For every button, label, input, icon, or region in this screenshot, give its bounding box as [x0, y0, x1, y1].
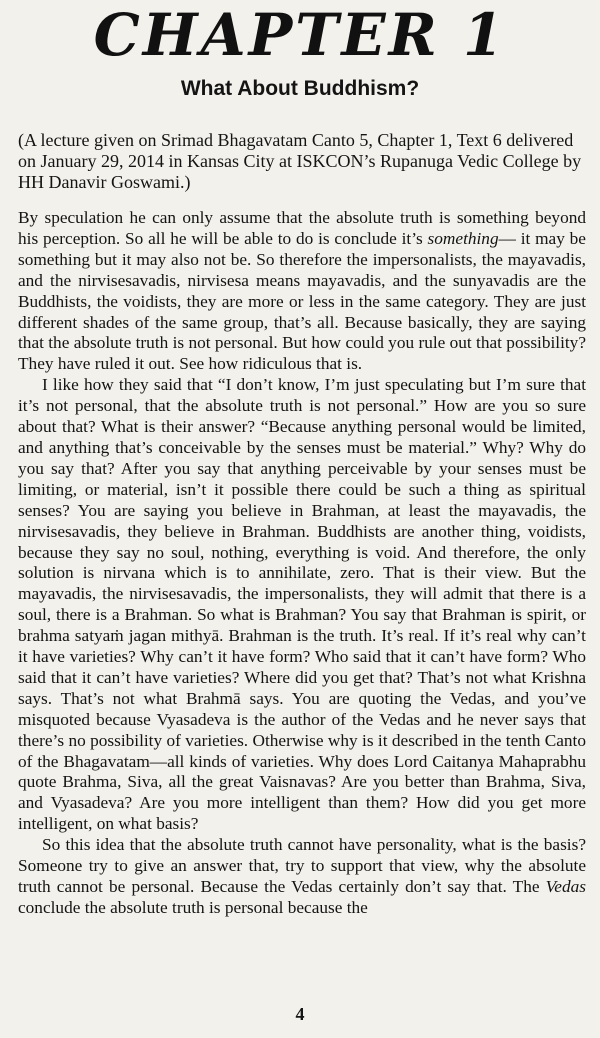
paragraph-1 — [18, 208, 586, 375]
chapter-heading: CHAPTER 1 — [93, 1, 507, 69]
paragraph-3-text-a: So this idea that the absolute truth cannot have personality, what is the basis? Someone try to give an answer that, try to support that view, why the absolute truth cannot be personal. Because the Vedas certainly don’t say that. The — [18, 835, 586, 896]
body-text — [18, 208, 586, 919]
chapter-title: What About Buddhism? — [180, 77, 420, 100]
paragraph-1-emphasis: something — [427, 228, 499, 248]
paragraph-2: I like how they said that “I don’t know, I’m just speculating but I’m sure that it’s not personal, that the absolute truth is not personal.” How are you so sure about that? What is their answer? “Because anything personal would be limited, and anything that’s conceivable by the senses must be material.” Why? Why do you say that? After you say that anything perceivable by your senses must be limiting, or material, isn’t it possible there could be such a thing as spiritual senses? You are saying you believe in Brahman, at least the mayavadis, the nirvisesavadis, they believe in Brahman. Buddhists are another thing, voidists, because they say no soul, nothing, everything is void. And therefore, the only solution is nirvana which is to annihilate, zero. That is their view. But the mayavadis, the nirvisesavadis, the impersonalists, they will admit that there is a soul, there is a Brahman. So what is Brahman? You say that Brahman is spirit, or brahma satyaṁ jagan mithyā. Brahman is the truth. It’s real. If it’s real why can’t it have varieties? Why can’t it have form? Who said that it can’t have form? Who said that it can’t have varieties? Where did you get that? That’s not what Krishna says. That’s not what Brahmā says. You are quoting the Vedas, and you’ve misquoted because Vyasadeva is the author of the Vedas and he never says that there’s no possibility of varieties. Otherwise why is it described in the tenth Canto of the Bhagavatam—all kinds of varieties. Why does Lord Caitanya Mahaprabhu quote Brahma, Siva, all the great Vaisnavas? Are you better than Brahma, Siva, and Vyasadeva? Are you more intelligent than them? How did you get more intelligent, on what basis? — [18, 375, 586, 834]
page-number: 4 — [295, 1004, 305, 1024]
paragraph-3-emphasis: Vedas — [545, 877, 586, 896]
paragraph-3-text-b: conclude the absolute truth is personal because the — [18, 897, 368, 917]
paragraph-3 — [18, 835, 586, 919]
lecture-intro: (A lecture given on Srimad Bhagavatam Canto 5, Chapter 1, Text 6 delivered on January 29, 2014 in Kansas City at ISKCON’s Rupanuga Vedic College by HH Danavir Goswami.) — [18, 130, 582, 192]
paragraph-1-text-b: — it may be something but it may also not be. So therefore the impersonalists, the mayavadis, and the nirvisesavadis, nirvisesa means mayavadis, and the sunyavadis are the Buddhists, the voidists, they are more or less in the same category. They are just different shades of the same group, that’s all. Because basically, they are saying that the absolute truth is not personal. But how could you rule out that possibility? They have ruled it out. See how ridiculous that is. — [18, 228, 586, 374]
paragraph-1-text-a: By speculation he can only assume that the absolute truth is something beyond his perception. So all he will be able to do is conclude it’s — [18, 208, 586, 248]
